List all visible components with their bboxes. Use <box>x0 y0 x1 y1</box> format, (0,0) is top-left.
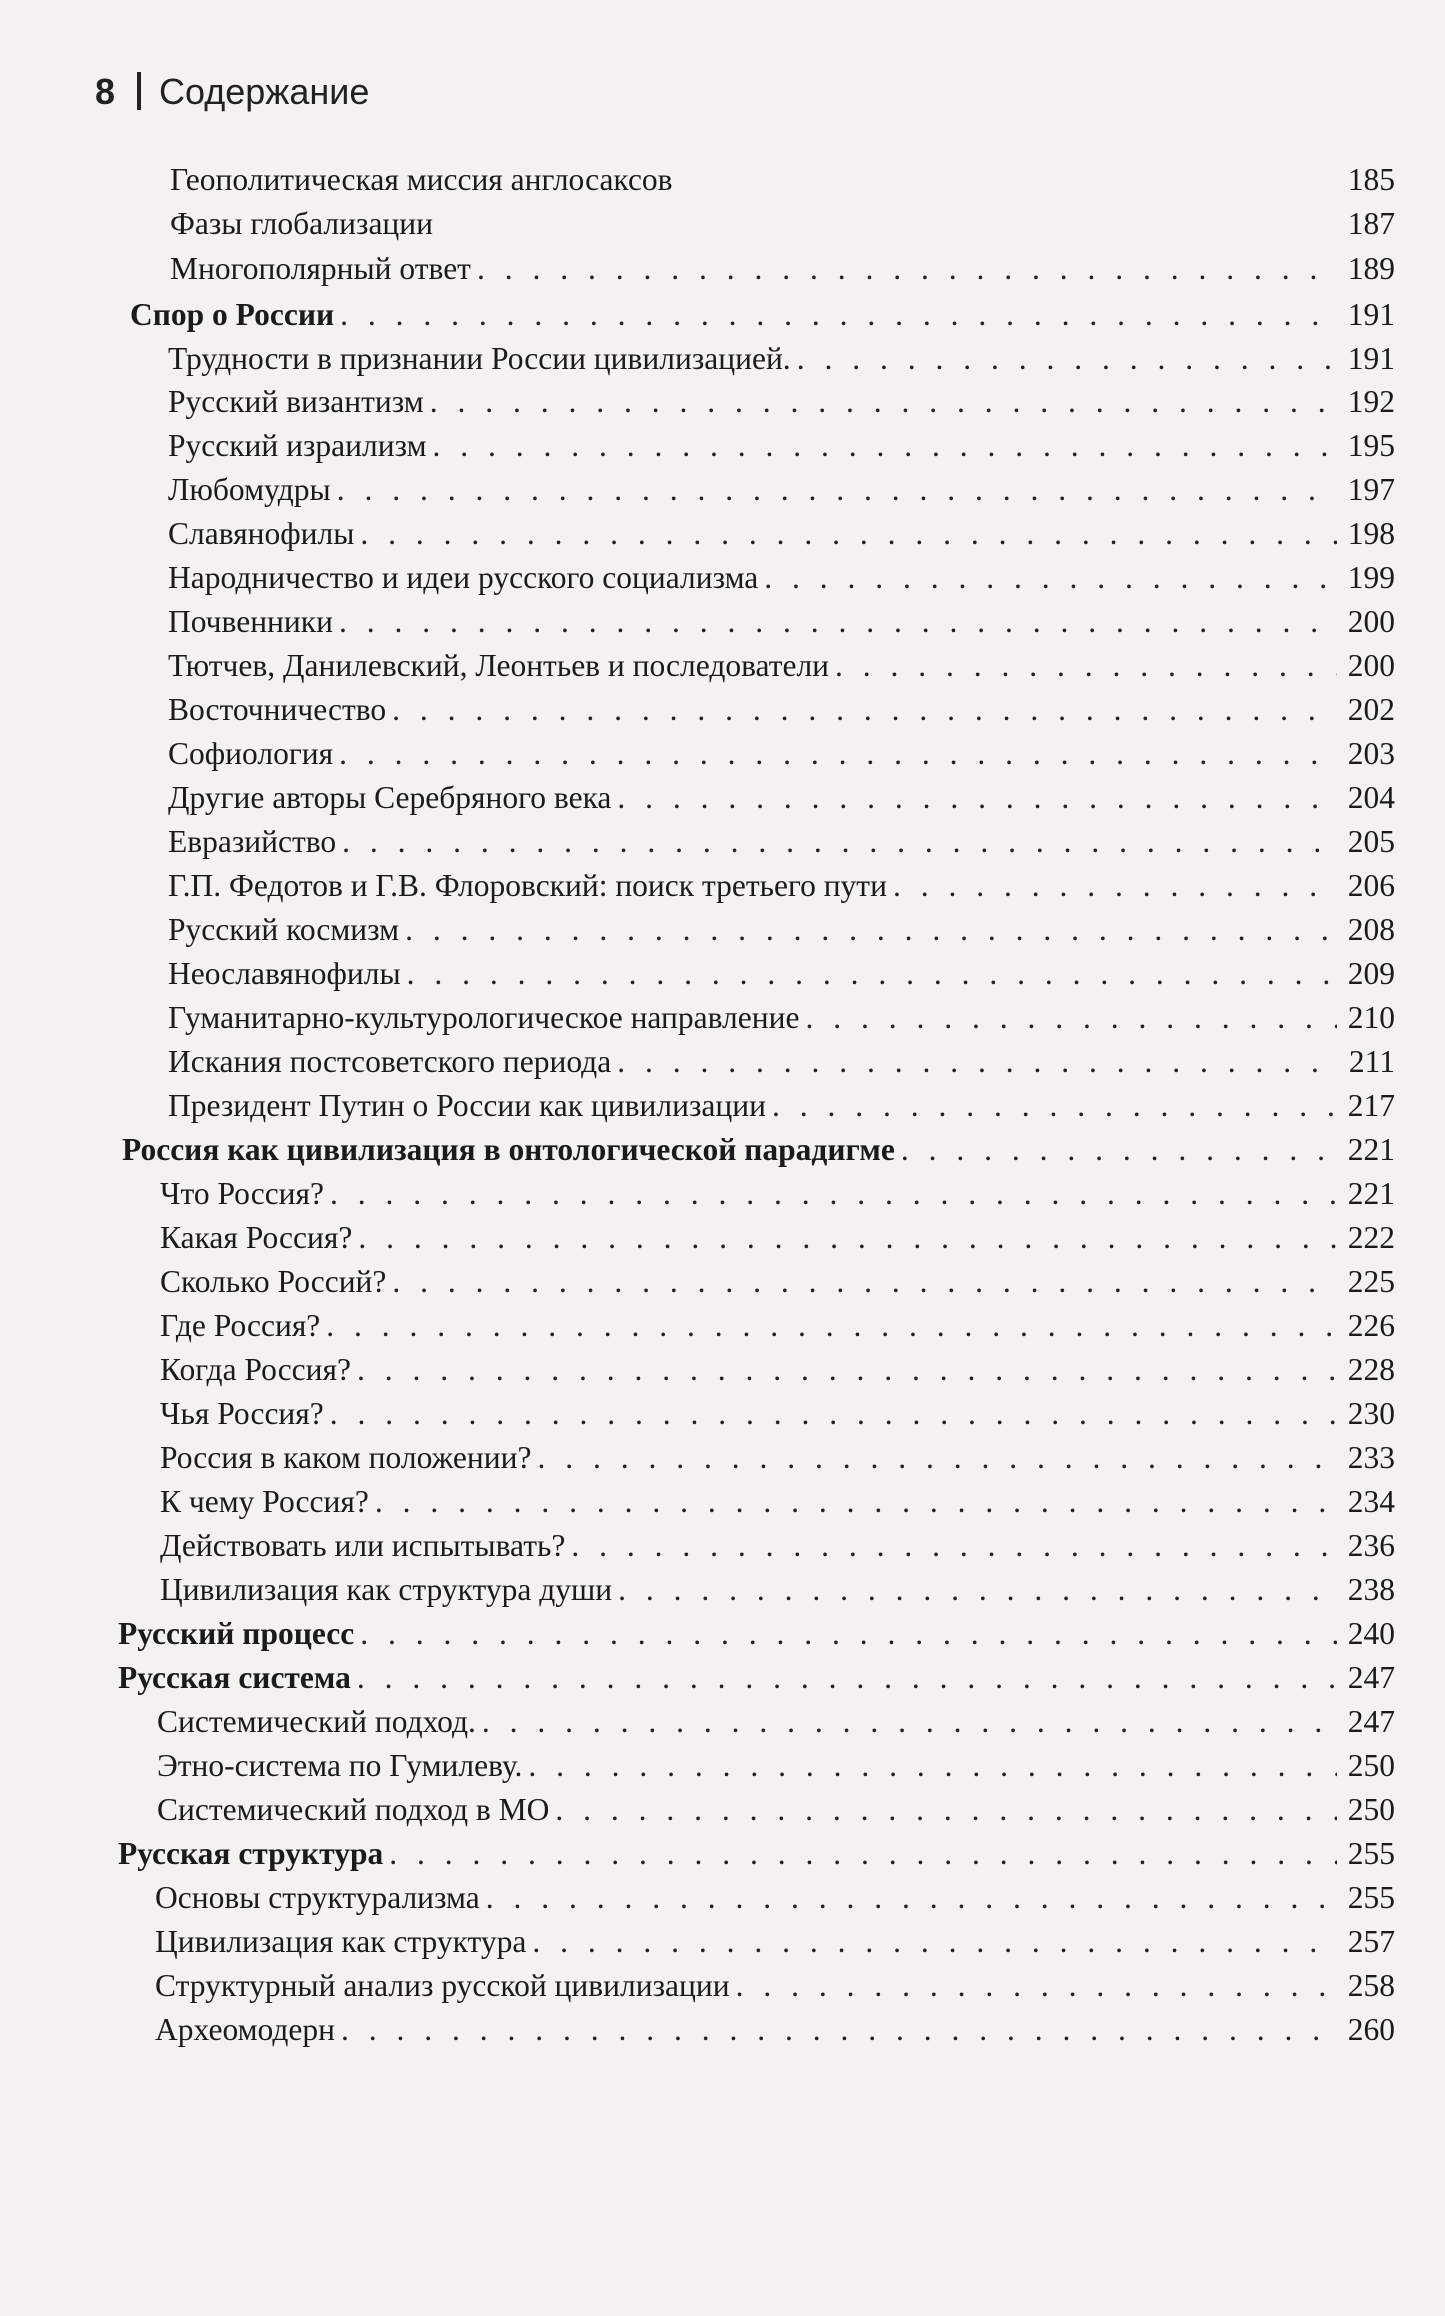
toc-entry-page: 200 <box>1347 604 1395 639</box>
toc-entry-title: Сколько Россий? <box>160 1264 387 1299</box>
toc-entry <box>168 1042 1395 1082</box>
toc-entry-page: 217 <box>1347 1088 1395 1123</box>
toc-entry-title: К чему Россия? <box>160 1484 369 1519</box>
toc-entry-page: 255 <box>1347 1880 1395 1915</box>
toc-leader-dots <box>893 866 1337 906</box>
toc-section <box>130 295 1395 335</box>
toc-leader-dots <box>617 1042 1337 1082</box>
toc-leader-dots <box>772 1086 1337 1126</box>
toc-section <box>122 1130 1395 1170</box>
toc-entry-page: 189 <box>1347 251 1395 286</box>
toc-entry-title: Русская система <box>118 1660 351 1695</box>
toc-entry-title: Русский византизм <box>168 384 424 419</box>
toc-entry <box>160 1350 1395 1390</box>
toc-entry-page: 221 <box>1347 1176 1395 1211</box>
toc-leader-dots <box>358 1218 1337 1258</box>
toc-entry-page: 247 <box>1347 1704 1395 1739</box>
toc-entry <box>168 646 1395 686</box>
toc-entry <box>155 1878 1395 1918</box>
toc-entry-title: Спор о России <box>130 297 335 332</box>
toc-leader-dots <box>342 822 1337 862</box>
toc-entry-title: Русский израилизм <box>168 428 427 463</box>
toc-entry-title: Трудности в признании России цивилизацией. <box>168 341 791 376</box>
toc-leader-dots <box>901 1130 1337 1170</box>
toc-entry-title: Что Россия? <box>160 1176 325 1211</box>
toc-entry-page: 247 <box>1347 1660 1395 1695</box>
toc-leader-dots <box>532 1922 1337 1962</box>
toc-entry-title: Основы структурализма <box>155 1880 480 1915</box>
toc-entry-title: Славянофилы <box>168 516 355 551</box>
toc-leader-dots <box>405 910 1337 950</box>
toc-entry-page: 226 <box>1347 1308 1395 1343</box>
toc-entry-page: 195 <box>1347 428 1395 463</box>
toc-entry <box>170 204 1395 244</box>
toc-entry-title: Неославянофилы <box>168 956 401 991</box>
toc-leader-dots <box>482 1702 1337 1742</box>
toc-entry-page: 258 <box>1347 1968 1395 2003</box>
toc-entry-page: 225 <box>1347 1264 1395 1299</box>
toc-entry-page: 191 <box>1347 297 1395 332</box>
toc-entry-title: Евразийство <box>168 824 337 859</box>
toc-entry-title: Президент Путин о России как цивилизации <box>168 1088 766 1123</box>
toc-entry-title: Многополярный ответ <box>170 251 471 286</box>
toc-leader-dots <box>339 602 1337 642</box>
toc-leader-dots <box>805 998 1337 1038</box>
toc-leader-dots <box>433 426 1337 466</box>
toc-entry <box>168 339 1395 379</box>
toc-leader-dots <box>392 1262 1337 1302</box>
toc-entry-page: 185 <box>1347 162 1395 197</box>
toc-entry-page: 202 <box>1347 692 1395 727</box>
toc-entry <box>168 382 1395 422</box>
toc-leader-dots <box>326 1306 1337 1346</box>
toc-entry <box>168 690 1395 730</box>
toc-entry-title: Любомудры <box>168 472 331 507</box>
toc-entry <box>160 1174 1395 1214</box>
toc-entry <box>168 998 1395 1038</box>
running-header <box>95 62 369 122</box>
toc-entry-title: Где Россия? <box>160 1308 321 1343</box>
header-separator <box>137 72 141 110</box>
toc-entry-title: Чья Россия? <box>160 1396 324 1431</box>
toc-entry-page: 187 <box>1347 206 1395 241</box>
toc-entry-title: Структурный анализ русской цивилизации <box>155 1968 730 2003</box>
toc-entry-page: 257 <box>1347 1924 1395 1959</box>
toc-entry-page: 234 <box>1347 1484 1395 1519</box>
toc-entry-page: 260 <box>1347 2012 1395 2047</box>
toc-entry <box>157 1702 1395 1742</box>
toc-entry <box>155 1922 1395 1962</box>
toc-entry <box>168 602 1395 642</box>
toc-entry-title: Гуманитарно-культурологическое направление <box>168 1000 800 1035</box>
toc-entry <box>168 910 1395 950</box>
toc-leader-dots <box>360 1614 1337 1654</box>
toc-leader-dots <box>407 954 1337 994</box>
toc-entry <box>160 1526 1395 1566</box>
toc-entry <box>170 160 1395 200</box>
toc-leader-dots <box>618 1570 1337 1610</box>
toc-entry-page: 211 <box>1348 1044 1395 1079</box>
toc-entry-page: 250 <box>1347 1748 1395 1783</box>
toc-entry-page: 203 <box>1347 736 1395 771</box>
toc-entry-page: 200 <box>1347 648 1395 683</box>
toc-entry <box>168 514 1395 554</box>
toc-entry-page: 222 <box>1347 1220 1395 1255</box>
toc-section <box>118 1614 1395 1654</box>
header-title: Содержание <box>159 71 370 112</box>
toc-entry-title: Русская структура <box>118 1836 384 1871</box>
toc-leader-dots <box>571 1526 1337 1566</box>
toc-entry-title: Софиология <box>168 736 334 771</box>
toc-entry-page: 199 <box>1347 560 1395 595</box>
toc-leader-dots <box>360 514 1337 554</box>
toc-entry-title: Системический подход в МО <box>157 1792 550 1827</box>
toc-entry-page: 240 <box>1347 1616 1395 1651</box>
toc-entry-title: Искания постсоветского периода <box>168 1044 612 1079</box>
toc-entry <box>170 249 1395 289</box>
toc-entry-page: 238 <box>1347 1572 1395 1607</box>
toc-leader-dots <box>341 2010 1337 2050</box>
toc-leader-dots <box>477 249 1337 289</box>
toc-leader-dots <box>357 1350 1337 1390</box>
toc-entry-page: 191 <box>1347 341 1395 376</box>
toc-entry-page: 255 <box>1347 1836 1395 1871</box>
toc-leader-dots <box>357 1658 1337 1698</box>
toc-entry-title: Восточничество <box>168 692 387 727</box>
toc-entry-page: 205 <box>1347 824 1395 859</box>
toc-leader-dots <box>617 778 1337 818</box>
toc-leader-dots <box>797 339 1337 379</box>
toc-entry <box>160 1394 1395 1434</box>
toc-section <box>118 1658 1395 1698</box>
toc-entry <box>157 1746 1395 1786</box>
toc-entry <box>160 1306 1395 1346</box>
toc-entry-page: 192 <box>1347 384 1395 419</box>
toc-entry-page: 233 <box>1347 1440 1395 1475</box>
toc-leader-dots <box>330 1394 1337 1434</box>
toc-entry-title: Системический подход. <box>157 1704 476 1739</box>
toc-entry-page: 230 <box>1347 1396 1395 1431</box>
page-number: 8 <box>95 71 116 112</box>
toc-entry-title: Народничество и идеи русского социализма <box>168 560 759 595</box>
toc-leader-dots <box>528 1746 1337 1786</box>
toc-entry-page: 198 <box>1347 516 1395 551</box>
toc-entry-page: 221 <box>1347 1132 1395 1167</box>
toc-entry <box>168 426 1395 466</box>
toc-entry-title: Русский космизм <box>168 912 400 947</box>
toc-leader-dots <box>337 470 1337 510</box>
toc-entry <box>160 1262 1395 1302</box>
toc-leader-dots <box>835 646 1337 686</box>
toc-entry <box>160 1218 1395 1258</box>
toc-entry-page: 236 <box>1347 1528 1395 1563</box>
toc-entry <box>157 1790 1395 1830</box>
toc-entry-title: Г.П. Федотов и Г.В. Флоровский: поиск третьего пути <box>168 868 887 903</box>
toc-section <box>118 1834 1395 1874</box>
toc-entry <box>168 778 1395 818</box>
toc-entry-title: Этно-система по Гумилеву. <box>157 1748 523 1783</box>
toc-entry-title: Фазы глобализации <box>170 206 433 241</box>
toc-leader-dots <box>389 1834 1337 1874</box>
toc-entry <box>160 1438 1395 1478</box>
toc-entry <box>168 734 1395 774</box>
toc-entry-title: Когда Россия? <box>160 1352 351 1387</box>
toc-entry <box>155 2010 1395 2050</box>
toc-entry <box>160 1482 1395 1522</box>
toc-leader-dots <box>375 1482 1337 1522</box>
toc-entry-title: Геополитическая миссия англосаксов <box>170 162 673 197</box>
toc-entry-page: 210 <box>1347 1000 1395 1035</box>
toc-entry <box>168 558 1395 598</box>
toc-entry-page: 208 <box>1347 912 1395 947</box>
toc-leader-dots <box>339 734 1337 774</box>
toc-entry-title: Русский процесс <box>118 1616 355 1651</box>
toc-entry <box>168 954 1395 994</box>
toc-leader-dots <box>486 1878 1337 1918</box>
toc-entry-page: 197 <box>1347 472 1395 507</box>
toc-leader-dots <box>330 1174 1337 1214</box>
toc-entry-title: Действовать или испытывать? <box>160 1528 566 1563</box>
toc-entry-title: Почвенники <box>168 604 333 639</box>
toc-entry-page: 206 <box>1347 868 1395 903</box>
toc-entry-title: Цивилизация как структура <box>155 1924 527 1959</box>
toc-entry-page: 228 <box>1347 1352 1395 1387</box>
toc-entry-title: Россия как цивилизация в онтологической парадигме <box>122 1132 895 1167</box>
toc-leader-dots <box>340 295 1337 335</box>
toc-entry-page: 204 <box>1347 780 1395 815</box>
toc-entry-title: Россия в каком положении? <box>160 1440 532 1475</box>
toc-entry-title: Тютчев, Данилевский, Леонтьев и последователи <box>168 648 830 683</box>
toc-entry-page: 250 <box>1347 1792 1395 1827</box>
toc-leader-dots <box>555 1790 1337 1830</box>
toc-entry <box>168 866 1395 906</box>
toc-entry-page: 209 <box>1347 956 1395 991</box>
toc-entry <box>168 822 1395 862</box>
toc-leader-dots <box>736 1966 1337 2006</box>
toc-entry <box>155 1966 1395 2006</box>
toc-leader-dots <box>537 1438 1337 1478</box>
toc-entry <box>160 1570 1395 1610</box>
toc-leader-dots <box>392 690 1337 730</box>
toc-entry <box>168 1086 1395 1126</box>
toc-entry-title: Другие авторы Серебряного века <box>168 780 612 815</box>
toc-entry-title: Какая Россия? <box>160 1220 353 1255</box>
toc-leader-dots <box>764 558 1337 598</box>
toc-leader-dots <box>430 382 1337 422</box>
toc-entry-title: Цивилизация как структура души <box>160 1572 613 1607</box>
toc-entry <box>168 470 1395 510</box>
toc-entry-title: Археомодерн <box>155 2012 335 2047</box>
